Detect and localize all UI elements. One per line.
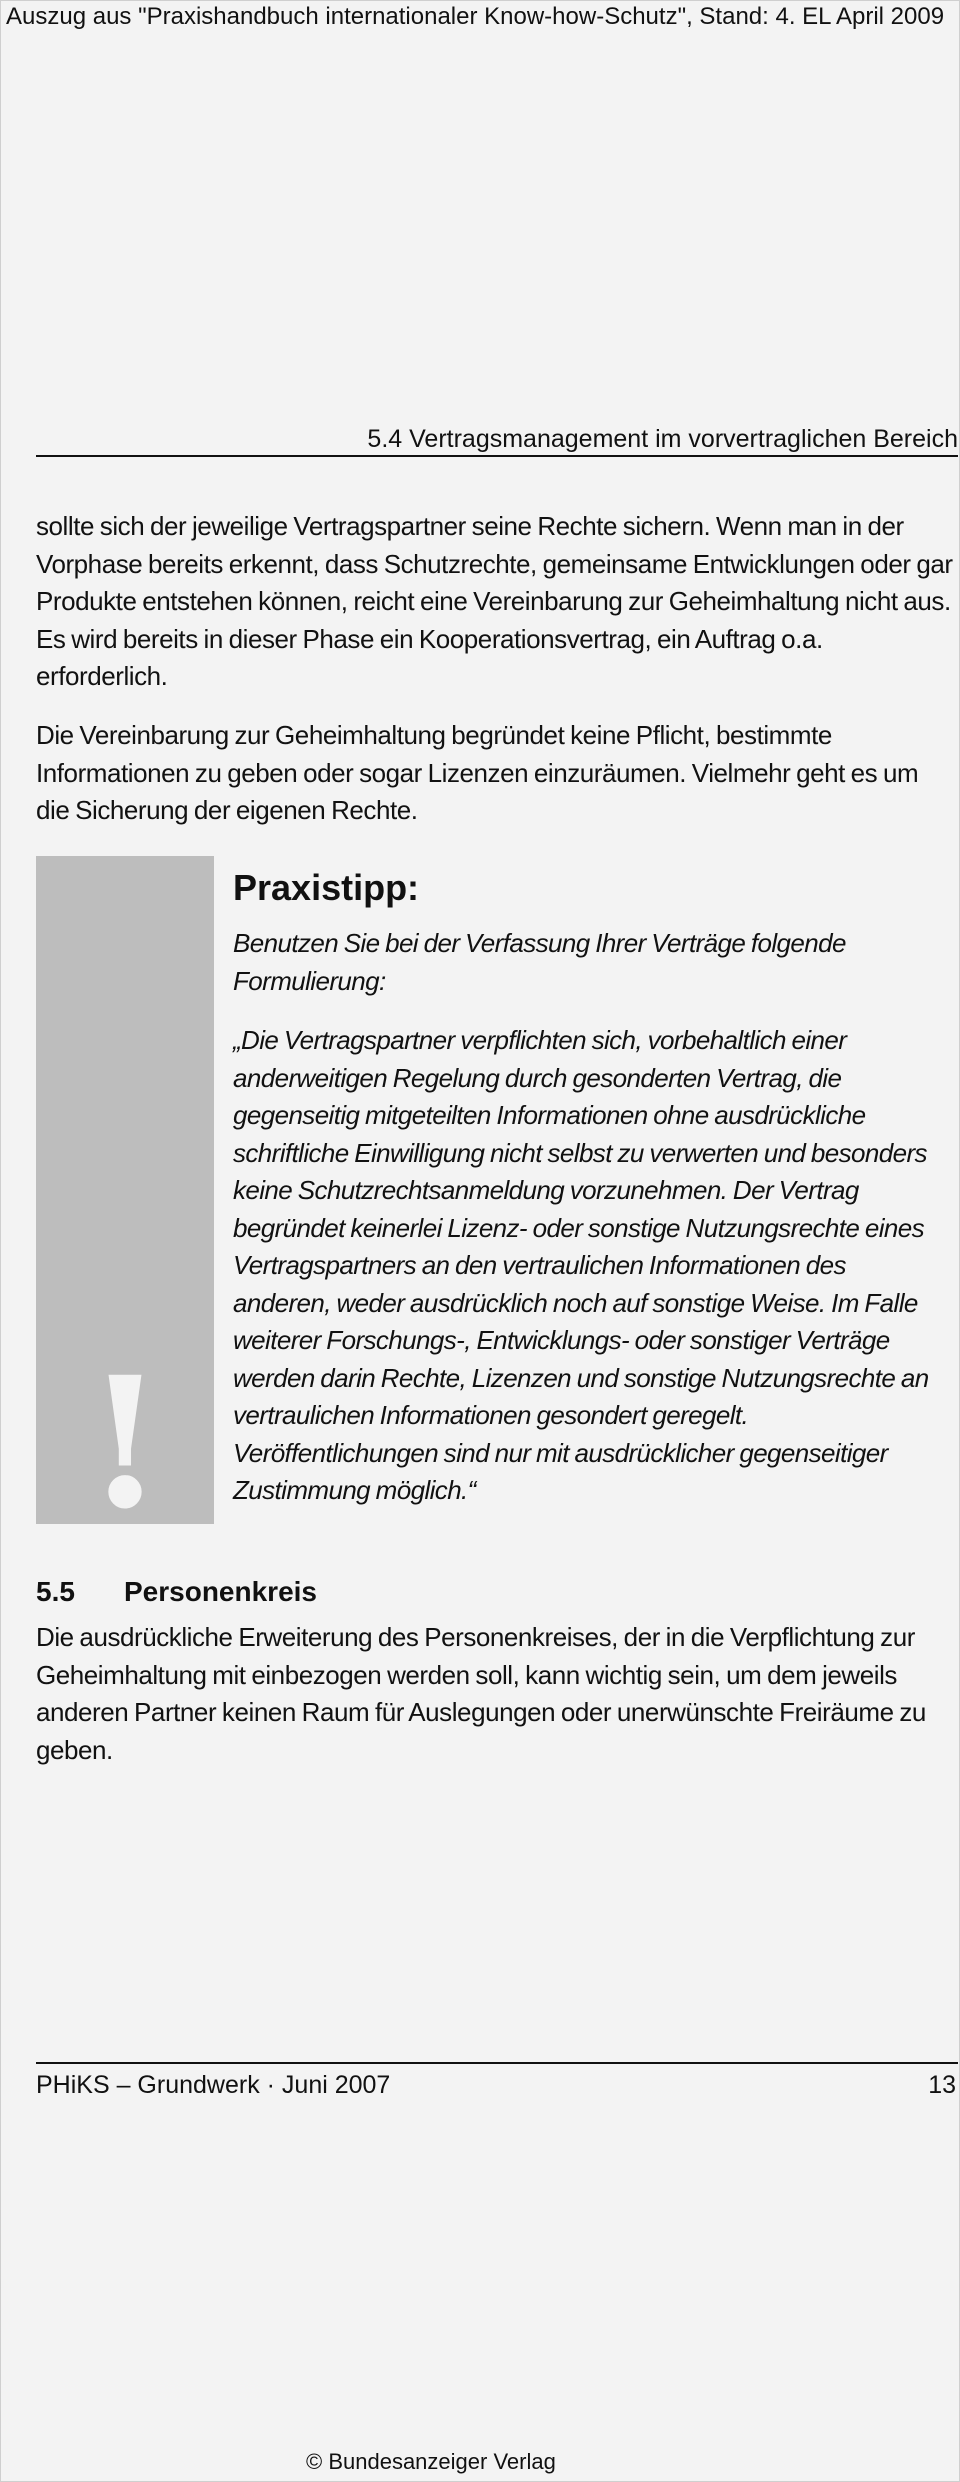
- tip-title: Praxistipp:: [233, 867, 420, 908]
- header-divider: [36, 455, 958, 457]
- footer-divider: [36, 2062, 958, 2064]
- section-paragraph: Die ausdrückliche Erweiterung des Personenkreises, der in die Verpflichtung zur Geheimhaltung mit einbezogen werden soll, kann wichtig sein, um dem jeweils anderen Partner keinen Raum für Auslegungen oder unerwünschte Freiräume zu geben.: [36, 1622, 926, 1765]
- page-number: 13: [928, 2071, 956, 2099]
- body-paragraph-2: Die Vereinbarung zur Geheimhaltung begründet keine Pflicht, bestimmte Informationen zu geben oder sogar Lizenzen einzuräumen. Vielmehr geht es um die Sicherung der eigenen Rechte.: [36, 720, 919, 825]
- section-title: Personenkreis: [124, 1576, 317, 1607]
- tip-intro: Benutzen Sie bei der Verfassung Ihrer Verträge folgende Formulierung:: [233, 928, 846, 996]
- footer-title: PHiKS – Grundwerk · Juni 2007: [36, 2071, 391, 2099]
- tip-sidebar: [36, 856, 214, 1549]
- section-number: 5.5: [36, 1576, 75, 1607]
- publisher-credit: © Bundesanzeiger Verlag: [306, 2449, 556, 2474]
- section-heading: [36, 1573, 317, 1611]
- running-head: 5.4 Vertragsmanagement im vorvertraglichen Bereich: [367, 425, 958, 453]
- tip-quote: „Die Vertragspartner verpflichten sich, vorbehaltlich einer anderweitigen Regelung durch gesonderten Vertrag, die gegenseitig mitgeteilten Informationen ohne ausdrückliche schriftliche Einwilligung nicht selbst zu verwerten und besonders keine Schutzrechtsanmeldung vorzunehmen. Der Vertrag begründet keinerlei Lizenz- oder sonstige Nutzungsrechte eines Vertragspartners an den vertraulichen Informationen des anderen, weder ausdrücklich noch auf sonstige Weise. Im Falle weiterer Forschungs-, Entwicklungs- oder sonstiger Verträge werden darin Rechte, Lizenzen und sonstige Nutzungsrechte an vertraulichen Informationen gesondert geregelt. Veröffentlichungen sind nur mit ausdrücklicher gegenseitiger Zustimmung möglich.“: [233, 1025, 929, 1505]
- body-paragraph-1: sollte sich der jeweilige Vertragspartner seine Rechte sichern. Wenn man in der Vorphase bereits erkennt, dass Schutzrechte, gemeinsame Entwicklungen oder gar Produkte entstehen können, reicht eine Vereinbarung zur Geheimhaltung nicht aus. Es wird bereits in dieser Phase ein Kooperationsvertrag, ein Auftrag o.a. erforderlich.: [36, 511, 953, 691]
- exclamation-icon: !: [85, 1338, 165, 1549]
- source-header: Auszug aus "Praxishandbuch internationaler Know-how-Schutz", Stand: 4. EL April 2009: [6, 3, 945, 30]
